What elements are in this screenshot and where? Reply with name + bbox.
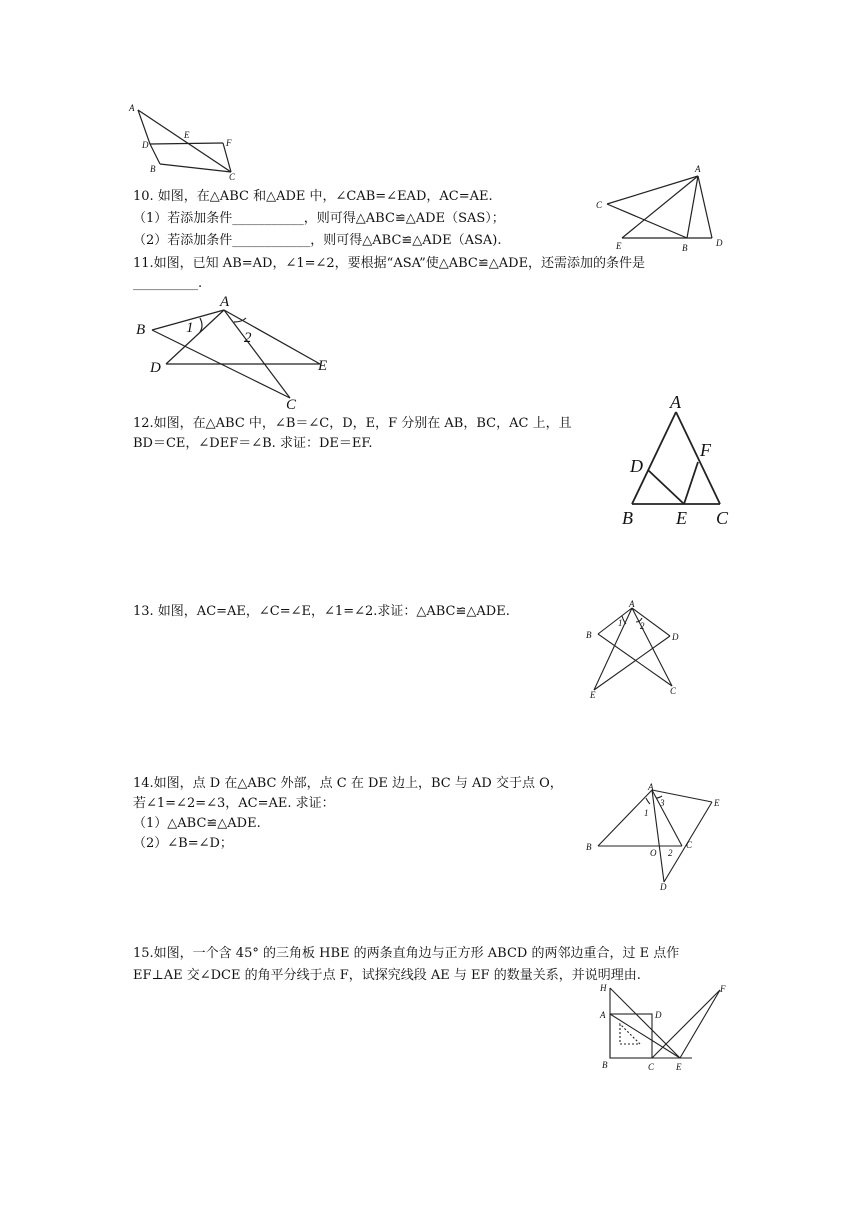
q15-line1: 15.如图，一个含 45° 的三角板 HBE 的两条直角边与正方形 ABCD 的两邻边重合，过 E 点作 [133, 946, 680, 961]
q11-stem: 11.如图，已知 AB=AD，∠1=∠2，要根据“ASA”使△ABC≌△ADE，还需添加的条件是 [133, 256, 646, 271]
q11-blank: __________. [133, 276, 203, 291]
point-label-c: C [596, 200, 603, 210]
angle-label-2: 2 [244, 330, 252, 346]
figure-q14 [584, 782, 732, 894]
q14-part2: （2）∠B=∠D； [133, 836, 233, 851]
point-label-d: D [630, 456, 643, 476]
point-label-c: C [648, 1062, 655, 1072]
q10-part2: （2）若添加条件____________，则可得△ABC≌△ADE（ASA). [133, 233, 502, 248]
point-label-b: B [136, 322, 146, 338]
q10-stem: 10. 如图，在△ABC 和△ADE 中，∠CAB=∠EAD，AC=AE. [133, 189, 493, 204]
point-label-e: E [318, 358, 328, 374]
point-label-a: A [220, 294, 230, 310]
q14-line2: 若∠1=∠2=∠3，AC=AE. 求证： [133, 796, 335, 811]
q10-part1: （1）若添加条件___________，则可得△ABC≌△ADE（SAS）； [133, 211, 505, 226]
point-label-d: D [660, 882, 667, 892]
point-label-d: D [655, 1010, 662, 1020]
figure-q12 [612, 388, 742, 528]
point-label-b: B [150, 164, 156, 174]
point-label-b: B [622, 508, 633, 528]
point-label-b: B [682, 243, 688, 252]
angle-label-1: 1 [618, 618, 623, 628]
point-label-e: E [616, 241, 622, 251]
point-label-b: B [586, 630, 592, 640]
angle-label-2: 2 [640, 621, 645, 631]
point-label-c: C [229, 172, 236, 180]
point-label-a: A [129, 103, 135, 113]
point-label-e: E [676, 508, 687, 528]
point-label-d: D [142, 140, 149, 150]
figure-q13 [580, 598, 690, 702]
point-label-f: F [700, 440, 711, 460]
q12-line1: 12.如图，在△ABC 中，∠B＝∠C，D，E，F 分别在 AB，BC，AC 上，且 [133, 416, 572, 431]
point-label-c: C [286, 397, 297, 413]
point-label-b: B [602, 1060, 608, 1070]
angle-label-1: 1 [186, 320, 194, 336]
q14-part1: （1）△ABC≌△ADE. [133, 816, 261, 831]
figure-q10 [592, 160, 732, 252]
point-label-d: D [716, 238, 723, 248]
point-label-e: E [714, 798, 720, 808]
point-label-o: O [650, 848, 657, 858]
point-label-f: F [226, 138, 232, 148]
point-label-e: E [590, 690, 596, 700]
figure-q9 [126, 100, 241, 180]
point-label-a: A [648, 782, 654, 792]
point-label-e: E [676, 1062, 682, 1072]
figure-q15 [596, 980, 736, 1074]
point-label-a: A [600, 1010, 606, 1020]
figure-q11 [130, 292, 340, 414]
point-label-b: B [586, 842, 592, 852]
q13-line1: 13. 如图，AC=AE，∠C=∠E，∠1=∠2.求证：△ABC≌△ADE. [133, 604, 510, 619]
point-label-d: D [150, 360, 161, 376]
angle-label-3: 3 [660, 798, 665, 808]
q14-line1: 14.如图，点 D 在△ABC 外部，点 C 在 DE 边上，BC 与 AD 交于点 O， [133, 776, 563, 791]
point-label-f: F [720, 984, 726, 994]
angle-label-1: 1 [644, 808, 649, 818]
q15-line2: EF⊥AE 交∠DCE 的角平分线于点 F，试探究线段 AE 与 EF 的数量关系，并说明理由. [133, 968, 641, 983]
point-label-c: C [716, 508, 729, 528]
point-label-a: A [670, 392, 681, 412]
point-label-a: A [695, 164, 701, 174]
point-label-a: A [629, 599, 635, 609]
point-label-h: H [600, 983, 607, 993]
point-label-d: D [672, 632, 679, 642]
point-label-e: E [184, 130, 190, 140]
angle-label-2: 2 [668, 848, 673, 858]
point-label-c: C [686, 840, 693, 850]
point-label-c: C [670, 686, 677, 696]
q12-line2: BD＝CE，∠DEF＝∠B. 求证：DE＝EF. [133, 436, 373, 451]
